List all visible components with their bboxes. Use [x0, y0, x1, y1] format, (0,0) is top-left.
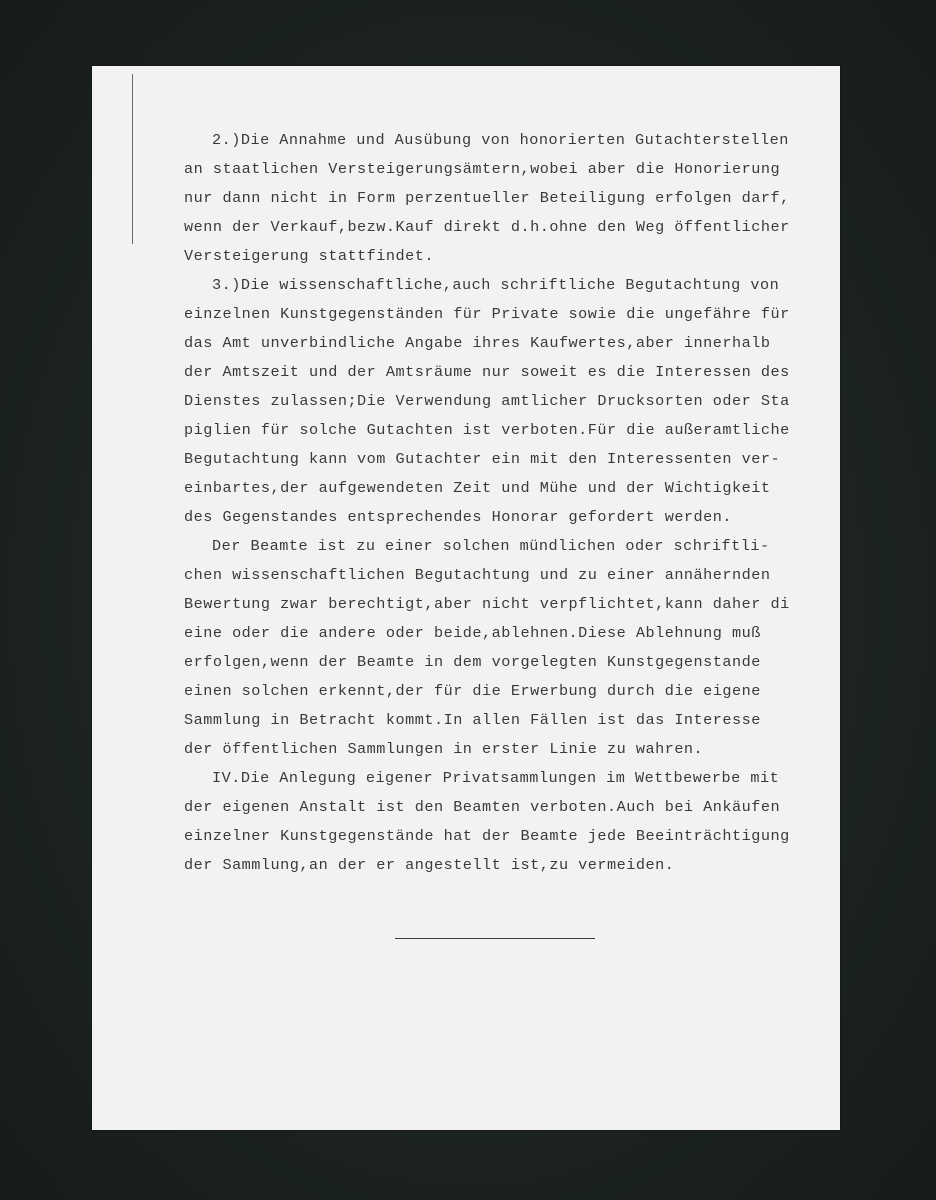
text-line: Der Beamte ist zu einer solchen mündlichen oder schriftli- — [212, 537, 770, 555]
text-line: 2.)Die Annahme und Ausübung von honorierten Gutachterstellen — [212, 131, 789, 149]
text-line: Sammlung in Betracht kommt.In allen Fällen ist das Interesse — [184, 711, 761, 729]
text-line: wenn der Verkauf,bezw.Kauf direkt d.h.ohne den Weg öffentlicher — [184, 218, 790, 236]
text-line: chen wissenschaftlichen Begutachtung und zu einer annähernden — [184, 566, 771, 584]
text-line: das Amt unverbindliche Angabe ihres Kaufwertes,aber innerhalb — [184, 334, 771, 352]
text-line: der eigenen Anstalt ist den Beamten verboten.Auch bei Ankäufen — [184, 798, 781, 816]
text-line: piglien für solche Gutachten ist verboten.Für die außeramtliche — [184, 421, 790, 439]
text-line: 3.)Die wissenschaftliche,auch schriftliche Begutachtung von — [212, 276, 780, 294]
text-line: erfolgen,wenn der Beamte in dem vorgelegten Kunstgegenstande — [184, 653, 761, 671]
text-line: des Gegenstandes entsprechendes Honorar gefordert werden. — [184, 508, 732, 526]
text-line: Bewertung zwar berechtigt,aber nicht verpflichtet,kann daher di — [184, 595, 790, 613]
text-line: IV.Die Anlegung eigener Privatsammlungen im Wettbewerbe mit — [212, 769, 780, 787]
text-line: Begutachtung kann vom Gutachter ein mit den Interessenten ver- — [184, 450, 781, 468]
closing-rule — [395, 938, 595, 939]
text-line: der Sammlung,an der er angestellt ist,zu vermeiden. — [184, 856, 675, 874]
typewritten-page — [92, 66, 840, 1130]
text-line: einzelnen Kunstgegenständen für Private sowie die ungefähre für — [184, 305, 790, 323]
text-line: einen solchen erkennt,der für die Erwerbung durch die eigene — [184, 682, 761, 700]
text-line: einzelner Kunstgegenstände hat der Beamte jede Beeinträchtigung — [184, 827, 790, 845]
text-line: eine oder die andere oder beide,ablehnen.Diese Ablehnung muß — [184, 624, 761, 642]
text-line: Dienstes zulassen;Die Verwendung amtlicher Drucksorten oder Sta — [184, 392, 790, 410]
margin-rule — [132, 74, 133, 244]
text-line: an staatlichen Versteigerungsämtern,wobei aber die Honorierung — [184, 160, 781, 178]
text-line: der Amtszeit und der Amtsräume nur soweit es die Interessen des — [184, 363, 790, 381]
text-line: der öffentlichen Sammlungen in erster Linie zu wahren. — [184, 740, 704, 758]
text-line: Versteigerung stattfindet. — [184, 247, 434, 265]
text-line: einbartes,der aufgewendeten Zeit und Mühe und der Wichtigkeit — [184, 479, 771, 497]
text-line: nur dann nicht in Form perzentueller Beteiligung erfolgen darf, — [184, 189, 790, 207]
document-body — [184, 126, 820, 880]
